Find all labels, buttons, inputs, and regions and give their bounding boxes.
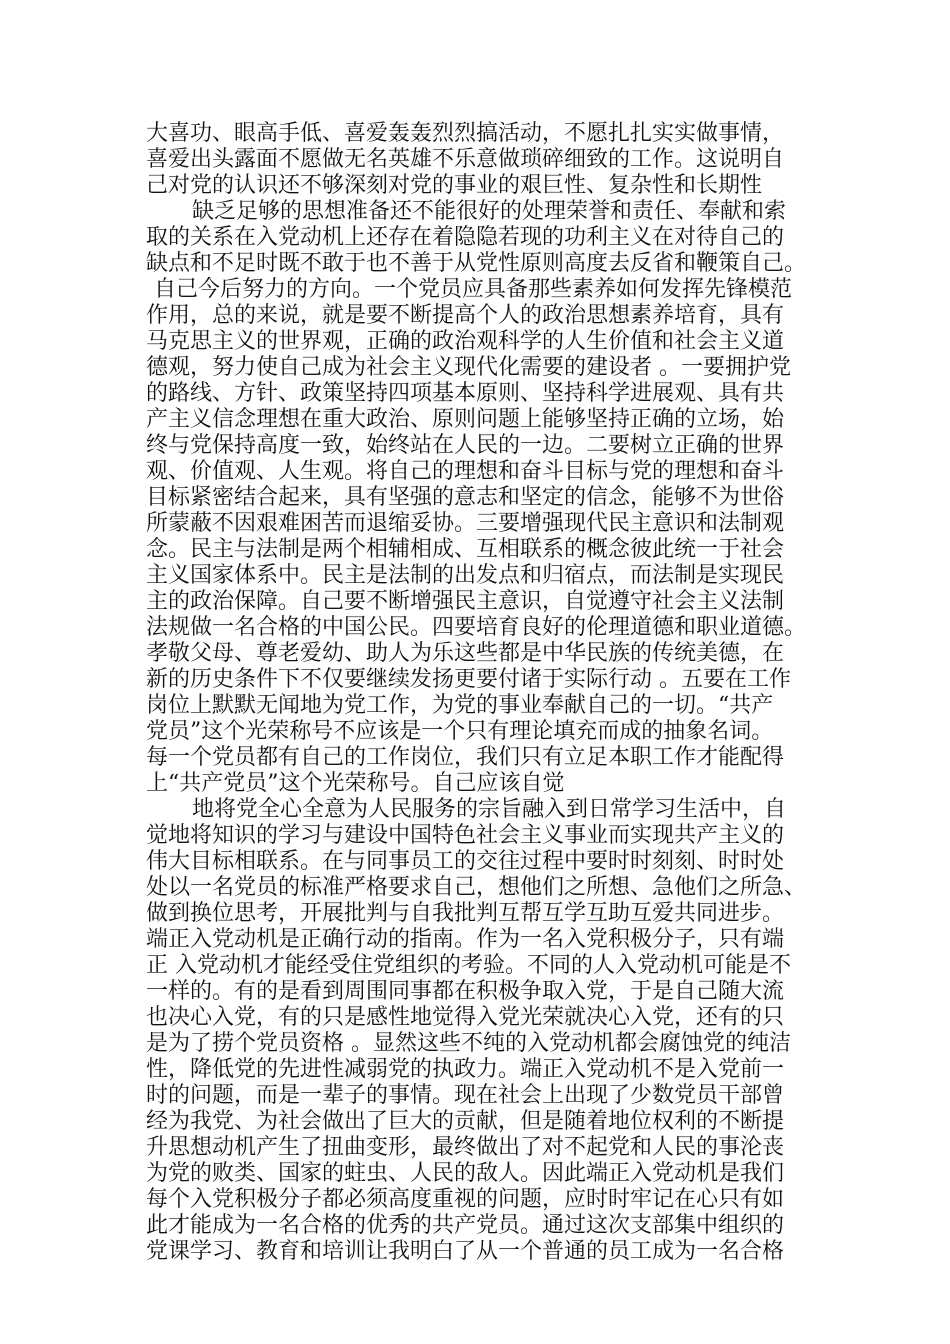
text-line: 孝敬父母、尊老爱幼、助人为乐这些都是中华民族的传统美德，在 [146,641,785,666]
text-line: 正 入党动机才能经受住党组织的考验。不同的人入党动机可能是不 [146,953,791,978]
text-line: 每一个党员都有自己的工作岗位，我们只有立足本职工作才能配得 [146,745,785,770]
text-line: 马克思主义的世界观，正确的政治观科学的人生价值和社会主义道 [146,329,785,354]
paragraph-start-line: 自己今后努力的方向。一个党员应具备那些素养如何发挥先锋模范 [154,277,793,302]
text-line: 己对党的认识还不够深刻对党的事业的艰巨性、复杂性和长期性 [146,173,763,198]
text-line: 党课学习、教育和培训让我明白了从一个普通的员工成为一名合格 [146,1239,785,1264]
text-line: 主义国家体系中。民主是法制的出发点和归宿点，而法制是实现民 [146,563,785,588]
text-line: 时的问题，而是一辈子的事情。现在社会上出现了少数党员干部曾 [146,1083,785,1108]
text-line: 伟大目标相联系。在与同事员工的交往过程中要时时刻刻、时时处 [146,849,785,874]
text-line: 德观，努力使自己成为社会主义现代化需要的建设者 。一要拥护党 [146,355,791,380]
text-line: 上“共产党员”这个光荣称号。自己应该自觉 [146,771,565,796]
text-line: 作用，总的来说，就是要不断提高个人的政治思想素养培育，具有 [146,303,785,328]
text-line: 大喜功、眼高手低、喜爱轰轰烈烈搞活动，不愿扎扎实实做事情， [146,121,785,146]
text-line: 岗位上默默无闻地为党工作，为党的事业奉献自己的一切。“共产 [146,693,774,718]
body-text [146,121,826,1265]
text-line: 所蒙蔽不因艰难困苦而退缩妥协。三要增强现代民主意识和法制观 [146,511,785,536]
text-line: 端正入党动机是正确行动的指南。作为一名入党积极分子，只有端 [146,927,785,952]
text-line: 取的关系在入党动机上还存在着隐隐若现的功利主义在对待自己的 [146,225,785,250]
text-line: 做到换位思考，开展批判与自我批判互帮互学互助互爱共同进步。 [146,901,785,926]
text-line: 目标紧密结合起来，具有坚强的意志和坚定的信念，能够不为世俗 [146,485,785,510]
text-line: 终与党保持高度一致，始终站在人民的一边。二要树立正确的世界 [146,433,785,458]
text-line: 主的政治保障。自己要不断增强民主意识，自觉遵守社会主义法制 [146,589,785,614]
text-line: 喜爱出头露面不愿做无名英雄不乐意做琐碎细致的工作。这说明自 [146,147,785,172]
text-line: 也决心入党，有的只是感性地觉得入党光荣就决心入党，还有的只 [146,1005,785,1030]
text-line: 产主义信念理想在重大政治、原则问题上能够坚持正确的立场，始 [146,407,785,432]
text-line: 新的历史条件下不仅要继续发扬更要付诸于实际行动 。五要在工作 [146,667,791,692]
text-line: 经为我党、为社会做出了巨大的贡献，但是随着地位权利的不断提 [146,1109,785,1134]
text-line: 法规做一名合格的中国公民。四要培育良好的伦理道德和职业道德。 [146,615,807,640]
paragraph-start-line: 地将党全心全意为人民服务的宗旨融入到日常学习生活中，自 [192,797,787,822]
text-line: 此才能成为一名合格的优秀的共产党员。通过这次支部集中组织的 [146,1213,785,1238]
text-line: 观、价值观、人生观。将自己的理想和奋斗目标与党的理想和奋斗 [146,459,785,484]
text-line: 处以一名党员的标准严格要求自己，想他们之所想、急他们之所急、 [146,875,807,900]
text-line: 觉地将知识的学习与建设中国特色社会主义事业而实现共产主义的 [146,823,785,848]
text-line: 缺点和不足时既不敢于也不善于从党性原则高度去反省和鞭策自己。 [146,251,807,276]
text-line: 一样的。有的是看到周围同事都在积极争取入党，于是自己随大流 [146,979,785,1004]
text-line: 念。民主与法制是两个相辅相成、互相联系的概念彼此统一于社会 [146,537,785,562]
text-line: 性，降低党的先进性减弱党的执政力。端正入党动机不是入党前一 [146,1057,785,1082]
text-line: 每个入党积极分子都必须高度重视的问题，应时时牢记在心只有如 [146,1187,785,1212]
text-line: 党员”这个光荣称号不应该是一个只有理论填充而成的抽象名词。 [146,719,774,744]
text-line: 升思想动机产生了扭曲变形，最终做出了对不起党和人民的事沦丧 [146,1135,785,1160]
text-line: 是为了捞个党员资格 。显然这些不纯的入党动机都会腐蚀党的纯洁 [146,1031,791,1056]
text-line: 为党的败类、国家的蛀虫、人民的敌人。因此端正入党动机是我们 [146,1161,785,1186]
paragraph-start-line: 缺乏足够的思想准备还不能很好的处理荣誉和责任、奉献和索 [192,199,787,224]
text-line: 的路线、方针、政策坚持四项基本原则、坚持科学进展观、具有共 [146,381,785,406]
